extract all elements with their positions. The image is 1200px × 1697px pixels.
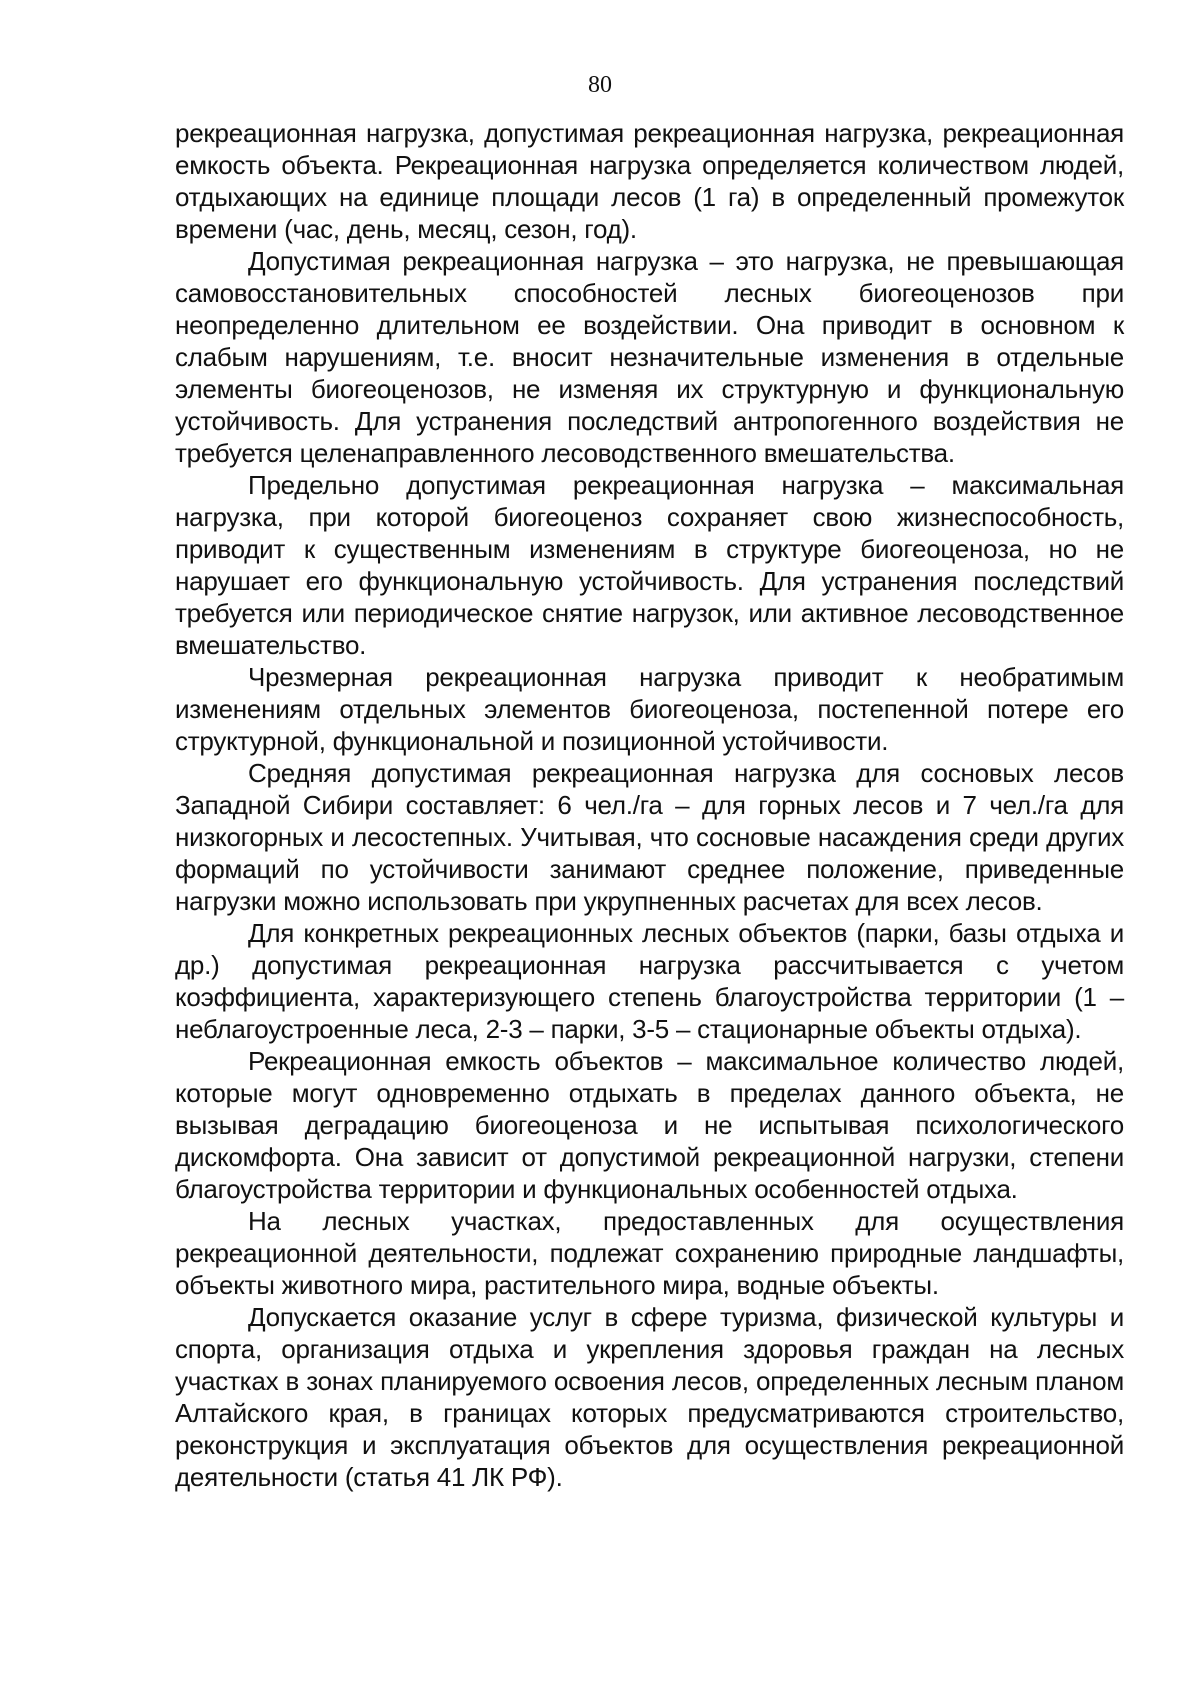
- paragraph-services: Допускается оказание услуг в сфере туризма, физической культуры и спорта, организация отдыха и укрепления здоровья граждан на лесных участках в зонах планируемого освоения лесов, определенных лесным планом Алтайского края, в границах которых предусматриваются строительство, реконструкция и эксплуатация объектов для осуществления рекреационной деятельности (статья 41 ЛК РФ).: [175, 1302, 1124, 1492]
- paragraph-permissible-load: Допустимая рекреационная нагрузка – это нагрузка, не превышающая самовосстановительных способностей лесных биогеоценозов при неопределенно длительном ее воздействии. Она приводит в основном к слабым нарушениям, т.е. вносит незначительные изменения в отдельные элементы биогеоценозов, не изменяя их структурную и функциональную устойчивость. Для устранения последствий антропогенного воздействия не требуется целенаправленного лесоводственного вмешательства.: [175, 246, 1124, 468]
- page-number: 80: [588, 72, 612, 98]
- paragraph-preservation: На лесных участках, предоставленных для осуществления рекреационной деятельности, подлежат сохранению природные ландшафты, объекты животного мира, растительного мира, водные объекты.: [175, 1206, 1124, 1300]
- paragraph-recreational-capacity: Рекреационная емкость объектов – максимальное количество людей, которые могут одновременно отдыхать в пределах данного объекта, не вызывая деградацию биогеоценоза и не испытывая психологического дискомфорта. Она зависит от допустимой рекреационной нагрузки, степени благоустройства территории и функциональных особенностей отдыха.: [175, 1046, 1124, 1204]
- document-body: [175, 117, 1124, 1493]
- paragraph-excessive-load: Чрезмерная рекреационная нагрузка приводит к необратимым изменениям отдельных элементов биогеоценоза, постепенной потере его структурной, функциональной и позиционной устойчивости.: [175, 662, 1124, 756]
- paragraph-specific-objects: Для конкретных рекреационных лесных объектов (парки, базы отдыха и др.) допустимая рекреационная нагрузка рассчитывается с учетом коэффициента, характеризующего степень благоустройства территории (1 – неблагоустроенные леса, 2-3 – парки, 3-5 – стационарные объекты отдыха).: [175, 918, 1124, 1044]
- paragraph-maximum-permissible-load: Предельно допустимая рекреационная нагрузка – максимальная нагрузка, при которой биогеоценоз сохраняет свою жизнеспособность, приводит к существенным изменениям в структуре биогеоценоза, но не нарушает его функциональную устойчивость. Для устранения последствий требуется или периодическое снятие нагрузок, или активное лесоводственное вмешательство.: [175, 470, 1124, 660]
- paragraph-average-load: Средняя допустимая рекреационная нагрузка для сосновых лесов Западной Сибири составляет: 6 чел./га – для горных лесов и 7 чел./га для низкогорных и лесостепных. Учитывая, что сосновые насаждения среди других формаций по устойчивости занимают среднее положение, приведенные нагрузки можно использовать при укрупненных расчетах для всех лесов.: [175, 758, 1124, 916]
- paragraph-continuation: рекреационная нагрузка, допустимая рекреационная нагрузка, рекреационная емкость объекта. Рекреационная нагрузка определяется количеством людей, отдыхающих на единице площади лесов (1 га) в определенный промежуток времени (час, день, месяц, сезон, год).: [175, 118, 1124, 244]
